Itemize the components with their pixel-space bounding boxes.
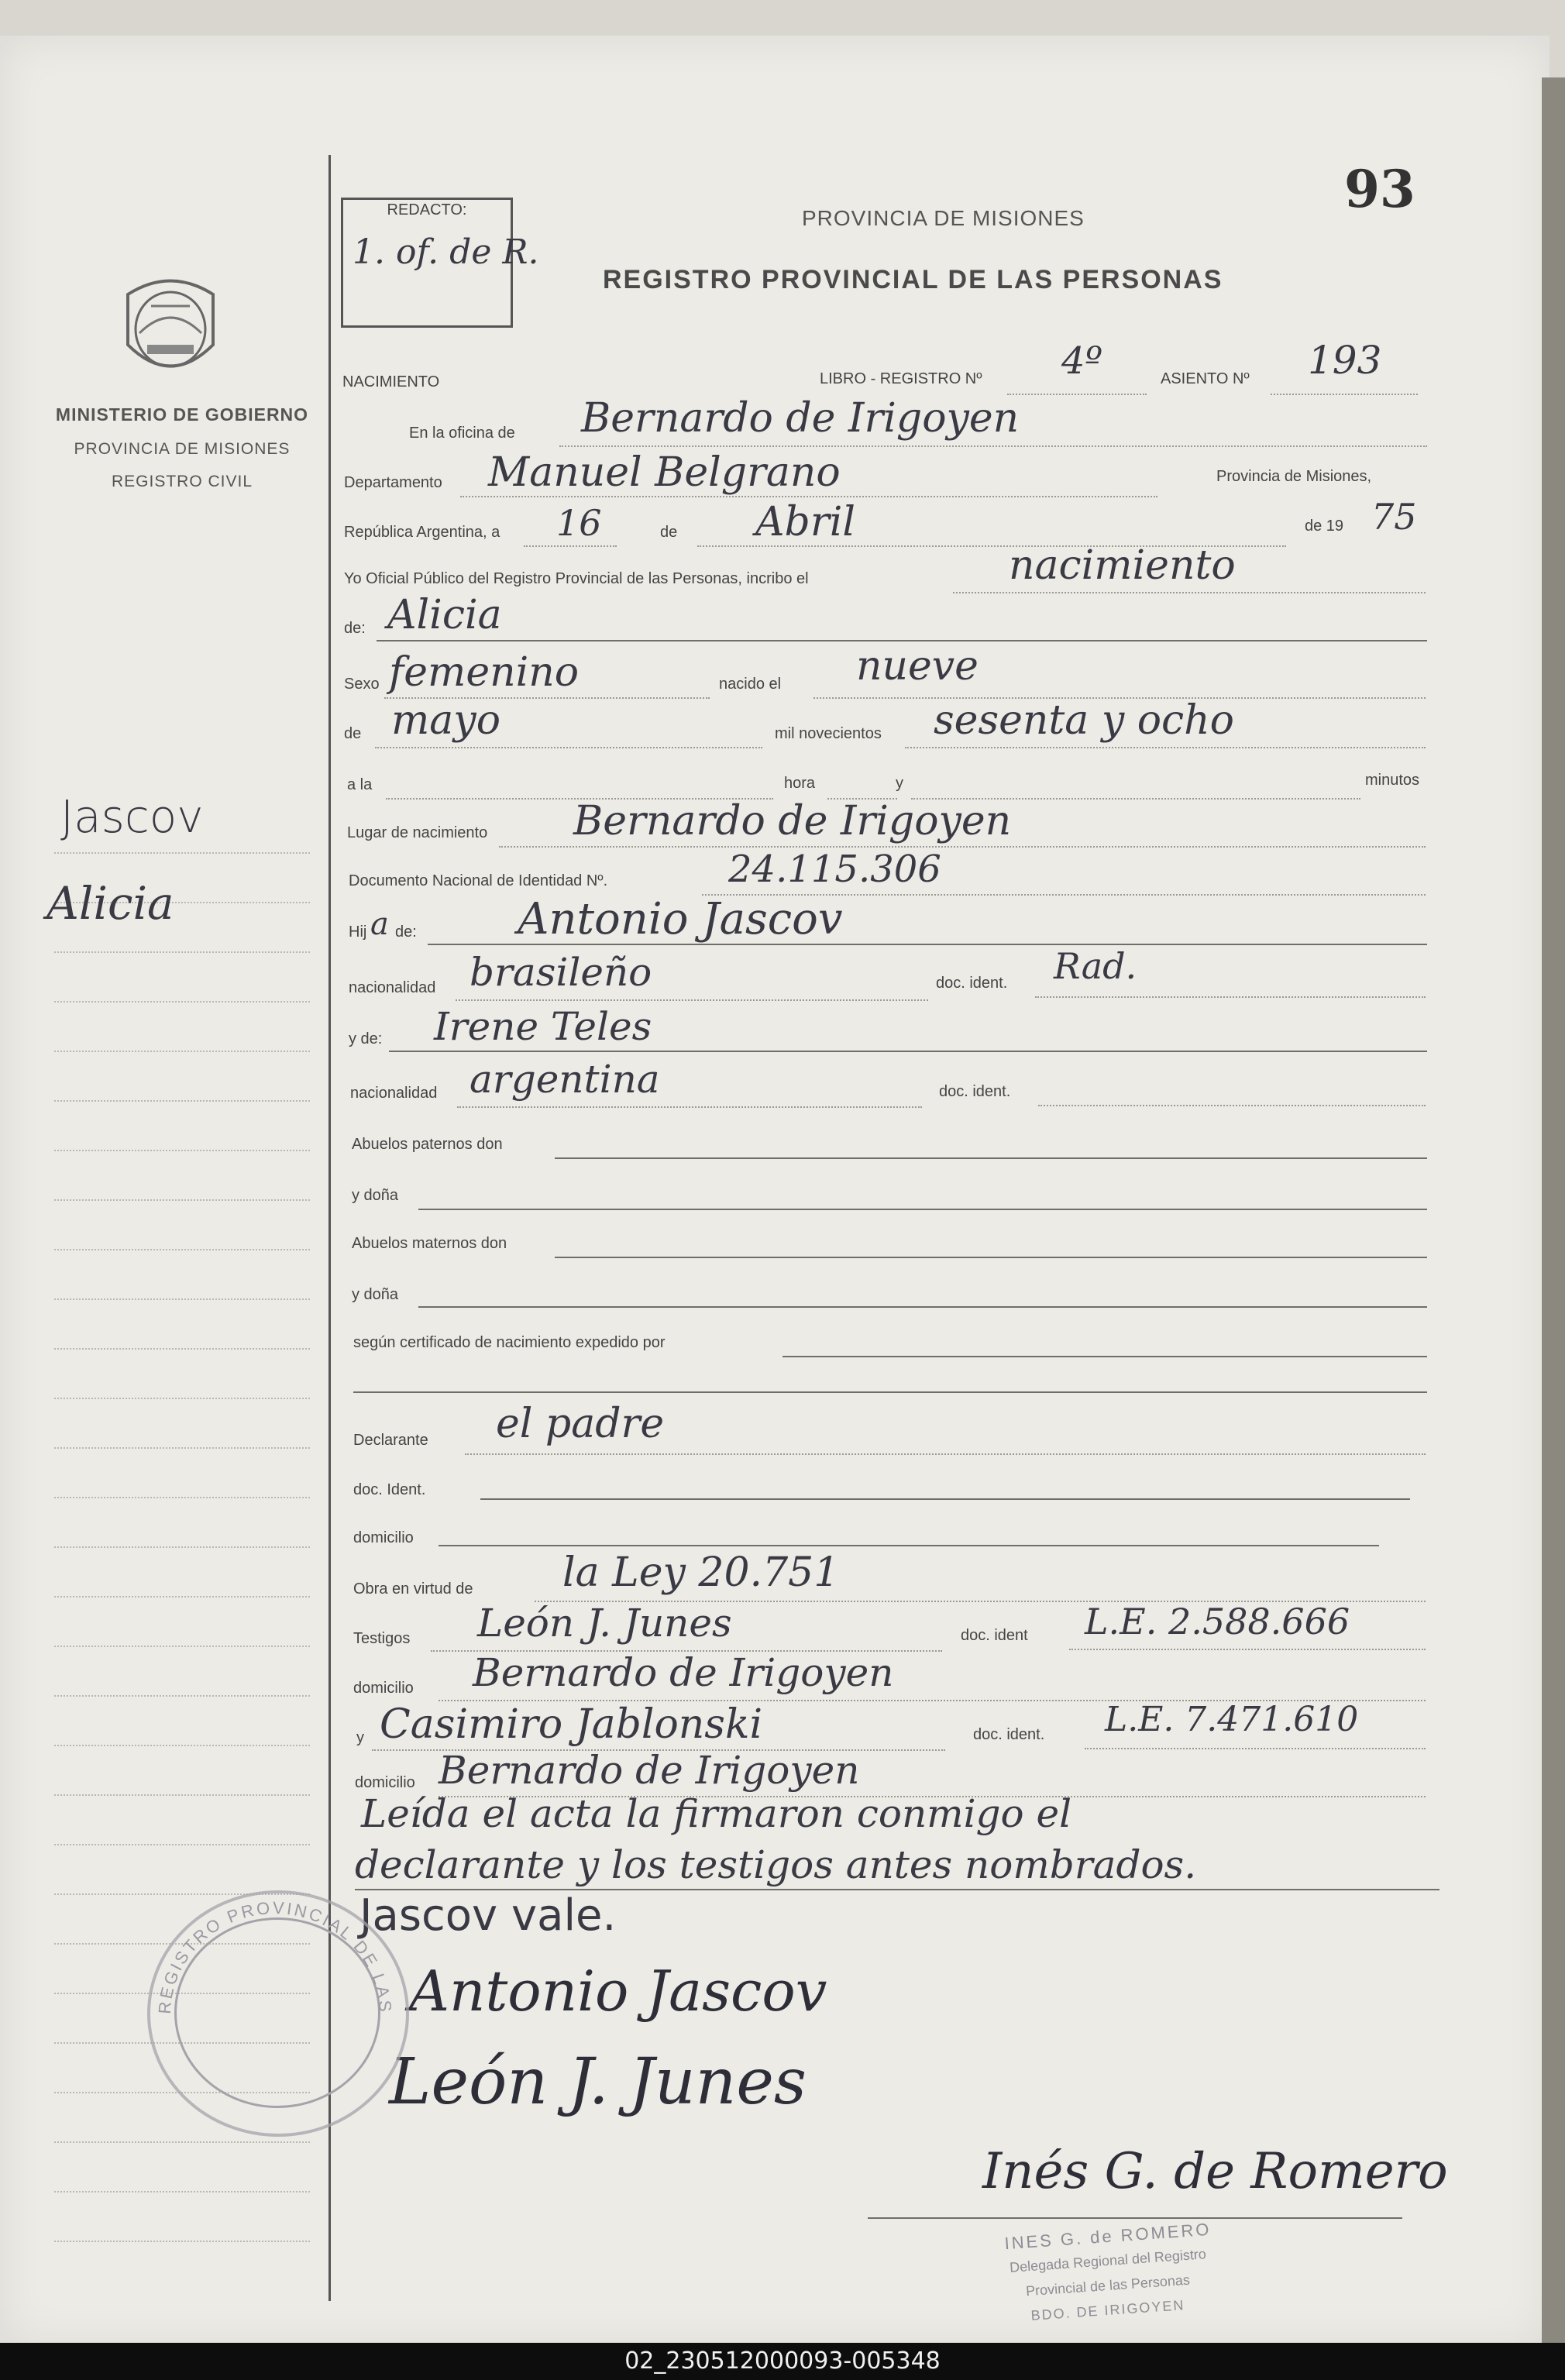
margin-rule	[54, 1298, 310, 1300]
docident3-line	[480, 1498, 1410, 1500]
testigo1-value: León J. Junes	[477, 1601, 732, 1646]
de-year-label: de 19	[1305, 518, 1344, 535]
margin-rule	[54, 1398, 310, 1399]
hija-label: Hij	[349, 923, 367, 941]
mil-label: mil novecientos	[775, 725, 882, 742]
margin-rule	[54, 1596, 310, 1598]
padre-value: Antonio Jascov	[518, 894, 843, 944]
docident3-label: doc. Ident.	[353, 1481, 426, 1498]
dia-value: 16	[556, 502, 602, 544]
header-province: PROVINCIA DE MISIONES	[802, 206, 1085, 230]
nacido-value: nueve	[856, 643, 979, 690]
obra-value: la Ley 20.751	[562, 1549, 840, 1596]
yde-label: y de:	[349, 1030, 383, 1047]
hija-suffix: a	[370, 906, 389, 942]
margin-rule	[54, 1199, 310, 1201]
sexo-value: femenino	[389, 649, 580, 696]
signature-oficial: Inés G. de Romero	[982, 2143, 1448, 2200]
margin-rule	[54, 2141, 310, 2143]
dona1-label: y doña	[352, 1187, 399, 1204]
a-la-label: a la	[347, 776, 373, 793]
yo-label: Yo Oficial Público del Registro Provincial de las Personas, incribo el	[344, 570, 809, 587]
mes-nac-line	[375, 747, 762, 748]
margin-rule	[54, 1497, 310, 1498]
closing-line-2: declarante y los testigos antes nombrados.	[355, 1842, 1197, 1887]
testigo1-doc-line	[1069, 1649, 1426, 1650]
hija-de-label: de:	[395, 923, 417, 941]
signature-testigo: León J. Junes	[389, 2045, 807, 2119]
margin-rule	[54, 1844, 310, 1845]
de-label: de	[660, 524, 678, 541]
departamento-line	[460, 496, 1157, 497]
nac2-value: argentina	[470, 1057, 660, 1102]
domicilio3-value: Bernardo de Irigoyen	[439, 1748, 860, 1793]
testigos-label: Testigos	[353, 1630, 411, 1647]
margin-rule	[54, 852, 310, 854]
dia-line	[524, 545, 617, 547]
docid1-value: Rad.	[1054, 945, 1137, 987]
stamp-location: BDO. DE IRIGOYEN	[1030, 2297, 1185, 2323]
svg-text:REGISTRO PROVINCIAL DE LAS PER: REGISTRO PROVINCIAL DE LAS	[154, 1897, 396, 2015]
redacto-box	[341, 198, 539, 328]
docid1-line	[1035, 996, 1426, 998]
nac2-label: nacionalidad	[350, 1085, 438, 1102]
page-edge	[1542, 77, 1565, 2347]
margin-rule	[54, 951, 310, 953]
anio-nac-line	[905, 747, 1426, 748]
nac2-line	[457, 1106, 922, 1108]
docident5-label: doc. ident.	[973, 1726, 1045, 1743]
y-label: y	[896, 775, 903, 792]
domicilio1-label: domicilio	[353, 1529, 414, 1546]
abuelos-pat-line	[555, 1157, 1427, 1159]
domicilio3-label: domicilio	[355, 1774, 415, 1791]
coat-of-arms-icon	[120, 271, 221, 387]
margin-rule	[54, 1001, 310, 1003]
header-registry: REGISTRO PROVINCIAL DE LAS PERSONAS	[603, 265, 1223, 294]
margin-rule	[54, 1695, 310, 1697]
margin-name: Alicia	[46, 877, 174, 930]
dni-label: Documento Nacional de Identidad Nº.	[349, 872, 608, 889]
margin-rule	[54, 1745, 310, 1746]
margin-rule	[54, 1051, 310, 1052]
libro-value: 4º	[1061, 339, 1103, 383]
departamento-label: Departamento	[344, 474, 442, 491]
nac1-value: brasileño	[470, 950, 652, 995]
vale-note: Jascov vale.	[359, 1890, 617, 1941]
ministry-province: PROVINCIA DE MISIONES	[74, 440, 291, 458]
lugar-label: Lugar de nacimiento	[347, 824, 488, 841]
docid1-label: doc. ident.	[936, 975, 1008, 992]
de-nombre-label: de:	[344, 620, 366, 637]
testigo2-doc: L.E. 7.471.610	[1105, 1700, 1359, 1739]
domicilio1-line	[439, 1545, 1379, 1546]
ministry-name: MINISTERIO DE GOBIERNO	[55, 404, 309, 425]
redacto-value: 1. of. de R.	[353, 232, 539, 272]
year-value: 75	[1371, 496, 1417, 538]
nombre-value: Alicia	[387, 592, 502, 638]
signature-padre: Antonio Jascov	[409, 1959, 827, 2024]
margin-rule	[54, 2241, 310, 2242]
yo-line	[953, 592, 1426, 593]
abuelos-mat-label: Abuelos maternos don	[352, 1235, 507, 1252]
signature-line	[868, 2217, 1402, 2219]
domicilio2-label: domicilio	[353, 1680, 414, 1697]
testigo2-doc-line	[1085, 1748, 1426, 1749]
nac1-line	[456, 999, 928, 1001]
hora-label: hora	[784, 775, 816, 792]
domicilio2-value: Bernardo de Irigoyen	[473, 1650, 894, 1695]
page-number: 93	[1344, 159, 1415, 219]
libro-label: LIBRO - REGISTRO Nº	[820, 370, 982, 387]
docid2-label: doc. ident.	[939, 1083, 1011, 1100]
margin-rule	[54, 1794, 310, 1796]
closing-line-1: Leída el acta la firmaron conmigo el	[361, 1791, 1072, 1836]
margin-rule	[54, 1646, 310, 1647]
stamp-name: INES G. de ROMERO	[1003, 2219, 1212, 2254]
dona2-line	[418, 1306, 1427, 1308]
margin-rule	[54, 1150, 310, 1151]
departamento-value: Manuel Belgrano	[488, 449, 841, 496]
nac1-label: nacionalidad	[349, 979, 436, 996]
libro-line	[1007, 394, 1147, 395]
docid2-line	[1038, 1105, 1426, 1106]
margin-rule	[54, 1546, 310, 1548]
docident4-label: doc. ident	[961, 1627, 1028, 1644]
stamp-title: Delegada Regional del Registro	[1009, 2246, 1207, 2275]
segun-label: según certificado de nacimiento expedido por	[353, 1334, 666, 1351]
madre-value: Irene Teles	[434, 1004, 652, 1049]
oficina-line	[559, 445, 1427, 447]
lugar-value: Bernardo de Irigoyen	[573, 798, 1012, 844]
nacimiento-label: NACIMIENTO	[342, 373, 440, 390]
sexo-label: Sexo	[344, 676, 380, 693]
testigo1-doc: L.E. 2.588.666	[1085, 1601, 1350, 1642]
margin-rule	[54, 1100, 310, 1102]
declarante-value: el padre	[496, 1401, 665, 1447]
dona1-line	[418, 1209, 1427, 1210]
margin-rule	[54, 1447, 310, 1449]
margin-rule	[54, 2191, 310, 2193]
declarante-line	[465, 1453, 1426, 1455]
footer-id: 02_230512000093-005348	[624, 2347, 941, 2375]
segun-line-2	[353, 1391, 1427, 1393]
testigo2-value: Casimiro Jablonski	[380, 1701, 763, 1748]
declarante-label: Declarante	[353, 1432, 428, 1449]
mes-nac-value: mayo	[391, 697, 500, 744]
nombre-line	[377, 640, 1427, 641]
round-stamp-text	[147, 1890, 403, 2131]
nacido-label: nacido el	[719, 676, 782, 693]
anio-nac-value: sesenta y ocho	[934, 697, 1234, 744]
abuelos-mat-line	[555, 1257, 1427, 1258]
de-mes-label: de	[344, 725, 362, 742]
asiento-value: 193	[1308, 338, 1382, 383]
margin-surname: Jascov	[60, 790, 204, 843]
abuelos-pat-label: Abuelos paternos don	[352, 1136, 503, 1153]
margin-rule	[54, 1249, 310, 1250]
yo-value: nacimiento	[1009, 542, 1236, 589]
dona2-label: y doña	[352, 1286, 399, 1303]
segun-line	[782, 1356, 1427, 1357]
oficina-label: En la oficina de	[409, 425, 515, 442]
stamp-registry: Provincial de las Personas	[1025, 2272, 1191, 2299]
margin-rule	[54, 1348, 310, 1350]
footer-bar	[0, 2343, 1565, 2380]
redacto-label: REDACTO:	[387, 201, 467, 218]
dni-value: 24.115.306	[728, 848, 941, 891]
provincia-label: Provincia de Misiones,	[1216, 468, 1372, 485]
obra-label: Obra en virtud de	[353, 1580, 473, 1598]
lugar-line	[499, 846, 1426, 848]
ministry-registro-civil: REGISTRO CIVIL	[111, 473, 253, 490]
mes-value: Abril	[755, 499, 855, 545]
madre-line	[389, 1051, 1427, 1052]
minutos-label: minutos	[1365, 772, 1420, 789]
asiento-label: ASIENTO Nº	[1161, 370, 1250, 387]
republica-label: República Argentina, a	[344, 524, 500, 541]
asiento-line	[1271, 394, 1418, 395]
y2-label: y	[356, 1729, 364, 1746]
oficina-value: Bernardo de Irigoyen	[581, 395, 1020, 442]
